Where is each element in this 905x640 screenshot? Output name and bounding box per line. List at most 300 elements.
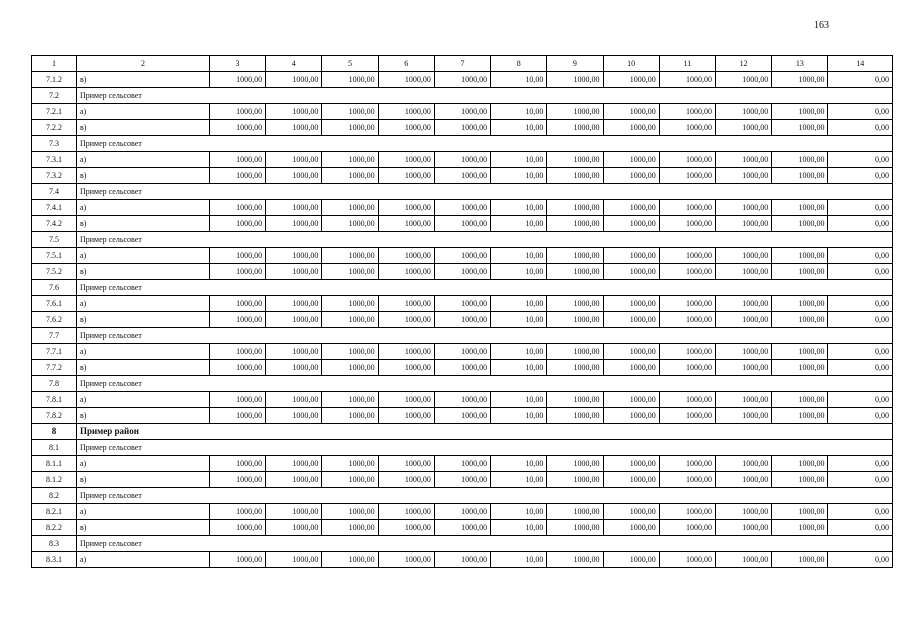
value-cell: 1000,00	[434, 392, 490, 408]
value-cell: 1000,00	[209, 248, 265, 264]
value-cell: 1000,00	[716, 392, 772, 408]
value-cell: 1000,00	[603, 408, 659, 424]
value-cell: 1000,00	[378, 104, 434, 120]
value-cell: 1000,00	[716, 104, 772, 120]
value-cell: 1000,00	[322, 120, 378, 136]
value-cell: 1000,00	[547, 408, 603, 424]
row-code: 7.4.2	[32, 216, 77, 232]
column-header: 14	[828, 56, 893, 72]
row-code: 7.4.1	[32, 200, 77, 216]
value-cell: 1000,00	[322, 472, 378, 488]
value-cell: 1000,00	[772, 312, 828, 328]
value-cell: 1000,00	[547, 520, 603, 536]
value-cell: 0,00	[828, 120, 893, 136]
value-cell: 0,00	[828, 344, 893, 360]
row-label: в)	[76, 408, 209, 424]
value-cell: 1000,00	[322, 104, 378, 120]
row-code: 7.5.1	[32, 248, 77, 264]
value-cell: 1000,00	[716, 312, 772, 328]
value-cell: 10,00	[491, 248, 547, 264]
value-cell: 1000,00	[772, 296, 828, 312]
value-cell: 1000,00	[547, 472, 603, 488]
value-cell: 1000,00	[378, 120, 434, 136]
value-cell: 1000,00	[659, 312, 715, 328]
value-cell: 1000,00	[716, 264, 772, 280]
value-cell: 1000,00	[547, 216, 603, 232]
value-cell: 0,00	[828, 200, 893, 216]
row-label: а)	[76, 504, 209, 520]
value-cell: 1000,00	[547, 200, 603, 216]
column-header: 12	[716, 56, 772, 72]
value-cell: 0,00	[828, 408, 893, 424]
value-cell: 1000,00	[378, 360, 434, 376]
value-cell: 10,00	[491, 552, 547, 568]
value-cell: 1000,00	[772, 344, 828, 360]
value-cell: 10,00	[491, 120, 547, 136]
value-cell: 1000,00	[266, 264, 322, 280]
value-cell: 1000,00	[434, 520, 490, 536]
row-label: в)	[76, 72, 209, 88]
value-cell: 1000,00	[772, 104, 828, 120]
value-cell: 1000,00	[434, 456, 490, 472]
value-cell: 10,00	[491, 216, 547, 232]
value-cell: 1000,00	[434, 552, 490, 568]
table-row	[32, 264, 893, 280]
value-cell: 0,00	[828, 520, 893, 536]
value-cell: 1000,00	[603, 552, 659, 568]
column-header: 9	[547, 56, 603, 72]
table-row	[32, 200, 893, 216]
value-cell: 1000,00	[266, 248, 322, 264]
row-code: 7.3.1	[32, 152, 77, 168]
value-cell: 1000,00	[209, 120, 265, 136]
value-cell: 1000,00	[547, 152, 603, 168]
value-cell: 1000,00	[378, 72, 434, 88]
value-cell: 1000,00	[547, 120, 603, 136]
row-code: 7.7.1	[32, 344, 77, 360]
value-cell: 1000,00	[716, 520, 772, 536]
value-cell: 1000,00	[659, 168, 715, 184]
value-cell: 10,00	[491, 360, 547, 376]
value-cell: 1000,00	[716, 296, 772, 312]
value-cell: 1000,00	[266, 520, 322, 536]
value-cell: 1000,00	[772, 408, 828, 424]
value-cell: 1000,00	[603, 520, 659, 536]
value-cell: 1000,00	[716, 408, 772, 424]
value-cell: 1000,00	[547, 344, 603, 360]
value-cell: 1000,00	[659, 104, 715, 120]
section-title: Пример сельсовет	[76, 440, 892, 456]
value-cell: 0,00	[828, 264, 893, 280]
row-code: 7.6.2	[32, 312, 77, 328]
row-label: в)	[76, 168, 209, 184]
table-row	[32, 504, 893, 520]
value-cell: 1000,00	[434, 120, 490, 136]
row-code: 8.3	[32, 536, 77, 552]
value-cell: 1000,00	[547, 456, 603, 472]
value-cell: 0,00	[828, 216, 893, 232]
value-cell: 0,00	[828, 152, 893, 168]
value-cell: 0,00	[828, 360, 893, 376]
value-cell: 1000,00	[378, 264, 434, 280]
value-cell: 1000,00	[209, 216, 265, 232]
row-code: 7.5	[32, 232, 77, 248]
value-cell: 1000,00	[378, 168, 434, 184]
value-cell: 1000,00	[547, 312, 603, 328]
value-cell: 1000,00	[209, 456, 265, 472]
value-cell: 1000,00	[434, 408, 490, 424]
value-cell: 10,00	[491, 408, 547, 424]
value-cell: 1000,00	[434, 72, 490, 88]
column-header: 3	[209, 56, 265, 72]
district-title: Пример район	[76, 424, 892, 440]
row-code: 7.6.1	[32, 296, 77, 312]
value-cell: 1000,00	[772, 72, 828, 88]
section-title: Пример сельсовет	[76, 328, 892, 344]
row-label: а)	[76, 344, 209, 360]
row-code: 7.4	[32, 184, 77, 200]
value-cell: 1000,00	[716, 152, 772, 168]
value-cell: 1000,00	[322, 344, 378, 360]
table-row	[32, 72, 893, 88]
value-cell: 1000,00	[603, 344, 659, 360]
value-cell: 1000,00	[659, 504, 715, 520]
column-header: 4	[266, 56, 322, 72]
value-cell: 1000,00	[434, 344, 490, 360]
value-cell: 1000,00	[716, 248, 772, 264]
value-cell: 1000,00	[209, 520, 265, 536]
value-cell: 1000,00	[266, 456, 322, 472]
value-cell: 0,00	[828, 472, 893, 488]
table-row	[32, 552, 893, 568]
row-label: в)	[76, 472, 209, 488]
section-title: Пример сельсовет	[76, 376, 892, 392]
value-cell: 1000,00	[547, 360, 603, 376]
value-cell: 1000,00	[716, 360, 772, 376]
value-cell: 0,00	[828, 248, 893, 264]
value-cell: 10,00	[491, 456, 547, 472]
value-cell: 1000,00	[266, 552, 322, 568]
value-cell: 10,00	[491, 504, 547, 520]
value-cell: 1000,00	[603, 72, 659, 88]
value-cell: 1000,00	[659, 552, 715, 568]
table-row	[32, 168, 893, 184]
value-cell: 1000,00	[434, 216, 490, 232]
row-code: 8.1.2	[32, 472, 77, 488]
table-row	[32, 408, 893, 424]
value-cell: 1000,00	[266, 152, 322, 168]
value-cell: 1000,00	[434, 264, 490, 280]
column-header: 10	[603, 56, 659, 72]
value-cell: 1000,00	[266, 104, 322, 120]
value-cell: 1000,00	[659, 120, 715, 136]
value-cell: 1000,00	[322, 152, 378, 168]
table-row	[32, 456, 893, 472]
value-cell: 1000,00	[603, 456, 659, 472]
value-cell: 10,00	[491, 344, 547, 360]
value-cell: 10,00	[491, 312, 547, 328]
value-cell: 1000,00	[603, 312, 659, 328]
value-cell: 1000,00	[266, 392, 322, 408]
value-cell: 1000,00	[434, 248, 490, 264]
value-cell: 1000,00	[322, 312, 378, 328]
value-cell: 1000,00	[434, 360, 490, 376]
row-label: в)	[76, 120, 209, 136]
section-title: Пример сельсовет	[76, 488, 892, 504]
value-cell: 1000,00	[716, 504, 772, 520]
table-row	[32, 360, 893, 376]
table-row	[32, 472, 893, 488]
section-row	[32, 440, 893, 456]
row-code: 7.8.2	[32, 408, 77, 424]
value-cell: 1000,00	[659, 72, 715, 88]
value-cell: 1000,00	[209, 312, 265, 328]
column-header: 5	[322, 56, 378, 72]
value-cell: 1000,00	[434, 504, 490, 520]
value-cell: 0,00	[828, 504, 893, 520]
value-cell: 1000,00	[772, 472, 828, 488]
value-cell: 1000,00	[322, 520, 378, 536]
value-cell: 1000,00	[772, 520, 828, 536]
row-label: а)	[76, 456, 209, 472]
value-cell: 1000,00	[266, 312, 322, 328]
value-cell: 1000,00	[659, 472, 715, 488]
value-cell: 1000,00	[716, 472, 772, 488]
row-label: а)	[76, 104, 209, 120]
value-cell: 1000,00	[603, 264, 659, 280]
value-cell: 1000,00	[209, 104, 265, 120]
value-cell: 1000,00	[772, 200, 828, 216]
value-cell: 0,00	[828, 72, 893, 88]
value-cell: 1000,00	[659, 408, 715, 424]
value-cell: 1000,00	[266, 344, 322, 360]
row-code: 7.2.2	[32, 120, 77, 136]
section-row	[32, 280, 893, 296]
section-title: Пример сельсовет	[76, 536, 892, 552]
row-code: 8.1	[32, 440, 77, 456]
value-cell: 1000,00	[434, 200, 490, 216]
value-cell: 1000,00	[434, 472, 490, 488]
value-cell: 1000,00	[772, 552, 828, 568]
table-row	[32, 520, 893, 536]
value-cell: 1000,00	[322, 360, 378, 376]
value-cell: 10,00	[491, 168, 547, 184]
value-cell: 1000,00	[603, 392, 659, 408]
table-row	[32, 312, 893, 328]
value-cell: 1000,00	[209, 168, 265, 184]
value-cell: 1000,00	[378, 392, 434, 408]
value-cell: 1000,00	[716, 72, 772, 88]
value-cell: 1000,00	[716, 168, 772, 184]
value-cell: 1000,00	[322, 168, 378, 184]
value-cell: 1000,00	[322, 296, 378, 312]
section-title: Пример сельсовет	[76, 232, 892, 248]
row-code: 7.7.2	[32, 360, 77, 376]
value-cell: 1000,00	[547, 504, 603, 520]
value-cell: 1000,00	[378, 456, 434, 472]
tariff-table	[31, 55, 893, 568]
section-row	[32, 136, 893, 152]
value-cell: 10,00	[491, 200, 547, 216]
value-cell: 1000,00	[209, 392, 265, 408]
value-cell: 1000,00	[772, 504, 828, 520]
value-cell: 1000,00	[603, 200, 659, 216]
row-code: 7.2	[32, 88, 77, 104]
table-row	[32, 104, 893, 120]
value-cell: 1000,00	[603, 296, 659, 312]
value-cell: 1000,00	[603, 120, 659, 136]
value-cell: 1000,00	[322, 552, 378, 568]
value-cell: 0,00	[828, 104, 893, 120]
row-code: 7.6	[32, 280, 77, 296]
row-code: 8.3.1	[32, 552, 77, 568]
value-cell: 1000,00	[209, 264, 265, 280]
value-cell: 1000,00	[209, 72, 265, 88]
value-cell: 1000,00	[547, 392, 603, 408]
row-label: в)	[76, 312, 209, 328]
section-row	[32, 184, 893, 200]
value-cell: 1000,00	[547, 248, 603, 264]
row-label: а)	[76, 552, 209, 568]
value-cell: 1000,00	[547, 552, 603, 568]
value-cell: 1000,00	[266, 408, 322, 424]
value-cell: 1000,00	[266, 168, 322, 184]
value-cell: 0,00	[828, 312, 893, 328]
value-cell: 1000,00	[659, 200, 715, 216]
value-cell: 1000,00	[322, 72, 378, 88]
value-cell: 1000,00	[378, 312, 434, 328]
value-cell: 1000,00	[209, 152, 265, 168]
section-title: Пример сельсовет	[76, 136, 892, 152]
table-row	[32, 296, 893, 312]
value-cell: 1000,00	[378, 344, 434, 360]
value-cell: 1000,00	[378, 296, 434, 312]
value-cell: 1000,00	[322, 504, 378, 520]
value-cell: 1000,00	[659, 296, 715, 312]
value-cell: 1000,00	[434, 312, 490, 328]
table-row	[32, 392, 893, 408]
column-header: 7	[434, 56, 490, 72]
value-cell: 1000,00	[322, 200, 378, 216]
value-cell: 1000,00	[547, 168, 603, 184]
table-row	[32, 120, 893, 136]
value-cell: 1000,00	[378, 504, 434, 520]
value-cell: 1000,00	[716, 344, 772, 360]
value-cell: 1000,00	[266, 72, 322, 88]
value-cell: 1000,00	[659, 520, 715, 536]
value-cell: 1000,00	[378, 408, 434, 424]
value-cell: 10,00	[491, 264, 547, 280]
value-cell: 1000,00	[659, 344, 715, 360]
table-row	[32, 216, 893, 232]
value-cell: 0,00	[828, 296, 893, 312]
value-cell: 1000,00	[603, 248, 659, 264]
row-code: 7.8.1	[32, 392, 77, 408]
section-row	[32, 232, 893, 248]
value-cell: 1000,00	[266, 120, 322, 136]
value-cell: 1000,00	[659, 456, 715, 472]
row-code: 8.1.1	[32, 456, 77, 472]
value-cell: 1000,00	[322, 216, 378, 232]
row-label: а)	[76, 248, 209, 264]
value-cell: 1000,00	[716, 552, 772, 568]
value-cell: 1000,00	[659, 248, 715, 264]
value-cell: 1000,00	[378, 248, 434, 264]
value-cell: 10,00	[491, 104, 547, 120]
value-cell: 1000,00	[772, 360, 828, 376]
value-cell: 0,00	[828, 552, 893, 568]
value-cell: 1000,00	[603, 168, 659, 184]
value-cell: 1000,00	[434, 104, 490, 120]
column-header: 8	[491, 56, 547, 72]
value-cell: 10,00	[491, 392, 547, 408]
value-cell: 10,00	[491, 296, 547, 312]
row-label: в)	[76, 360, 209, 376]
value-cell: 1000,00	[378, 216, 434, 232]
value-cell: 1000,00	[659, 360, 715, 376]
value-cell: 10,00	[491, 72, 547, 88]
value-cell: 1000,00	[209, 504, 265, 520]
value-cell: 1000,00	[659, 152, 715, 168]
district-row	[32, 424, 893, 440]
value-cell: 1000,00	[209, 344, 265, 360]
row-code: 7.3.2	[32, 168, 77, 184]
column-header: 11	[659, 56, 715, 72]
row-label: а)	[76, 200, 209, 216]
value-cell: 1000,00	[772, 248, 828, 264]
value-cell: 0,00	[828, 392, 893, 408]
section-row	[32, 376, 893, 392]
row-code: 7.5.2	[32, 264, 77, 280]
row-code: 7.2.1	[32, 104, 77, 120]
value-cell: 1000,00	[772, 264, 828, 280]
value-cell: 1000,00	[209, 408, 265, 424]
value-cell: 10,00	[491, 520, 547, 536]
value-cell: 1000,00	[716, 120, 772, 136]
value-cell: 1000,00	[209, 360, 265, 376]
row-label: а)	[76, 152, 209, 168]
value-cell: 0,00	[828, 456, 893, 472]
row-code: 8.2.2	[32, 520, 77, 536]
section-title: Пример сельсовет	[76, 280, 892, 296]
value-cell: 1000,00	[434, 152, 490, 168]
value-cell: 1000,00	[716, 200, 772, 216]
table-row	[32, 152, 893, 168]
value-cell: 1000,00	[322, 456, 378, 472]
column-header: 13	[772, 56, 828, 72]
value-cell: 1000,00	[322, 392, 378, 408]
value-cell: 1000,00	[547, 264, 603, 280]
section-row	[32, 488, 893, 504]
section-title: Пример сельсовет	[76, 88, 892, 104]
value-cell: 1000,00	[547, 104, 603, 120]
section-row	[32, 88, 893, 104]
value-cell: 1000,00	[266, 504, 322, 520]
section-title: Пример сельсовет	[76, 184, 892, 200]
value-cell: 1000,00	[716, 216, 772, 232]
row-label: а)	[76, 296, 209, 312]
section-row	[32, 536, 893, 552]
column-header: 2	[76, 56, 209, 72]
table-row	[32, 248, 893, 264]
page-number: 163	[814, 20, 829, 31]
row-code: 7.3	[32, 136, 77, 152]
value-cell: 1000,00	[603, 216, 659, 232]
section-row	[32, 328, 893, 344]
value-cell: 1000,00	[209, 200, 265, 216]
value-cell: 1000,00	[659, 392, 715, 408]
value-cell: 1000,00	[378, 200, 434, 216]
